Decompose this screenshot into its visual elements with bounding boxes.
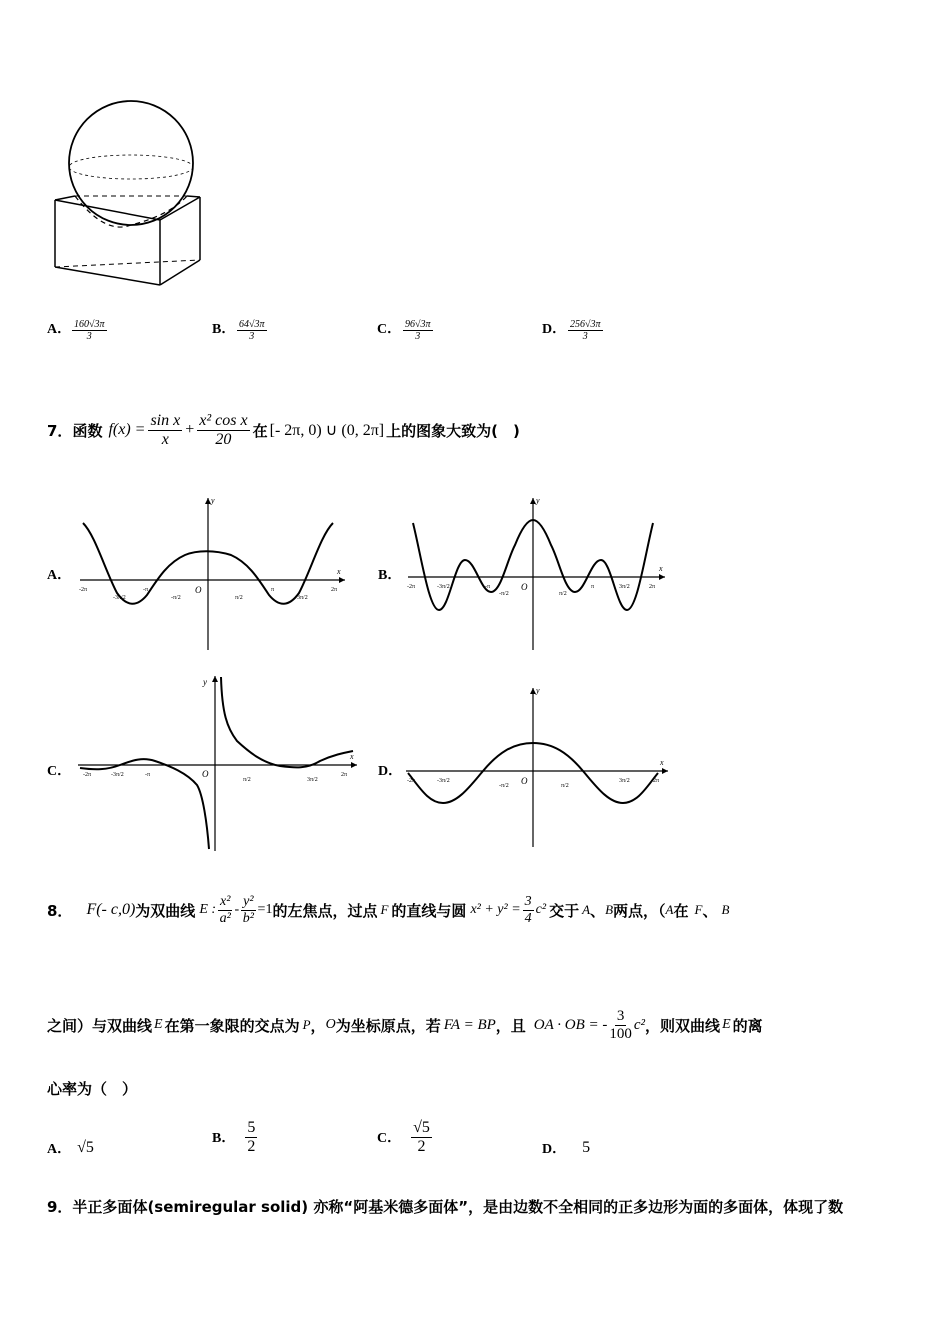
svg-text:O: O: [521, 776, 528, 786]
q8-line1: 8． F(- c,0) 为双曲线 E : $\frac{\text{x²}}{\text{a²}}$ - $\frac{\text{y²}}{\text{b²}}$ =1 的左焦点，过点 F 的直线与圆 x² + y² = $\frac{3}{4}$ c² 交于 A 、 B 两点，（ A 在 F 、 B: [47, 894, 730, 926]
svg-text:3π/2: 3π/2: [619, 778, 630, 784]
dot-product: OA · OB = -: [533, 1016, 608, 1033]
q8-option-c[interactable]: C． $\frac{√5}{2}$: [377, 1118, 430, 1155]
question-number: 8．: [47, 901, 73, 920]
function-lhs: f(x) =: [108, 421, 146, 438]
svg-text:y: y: [536, 686, 540, 695]
option-label: A．: [47, 322, 72, 337]
svg-text:2π: 2π: [653, 778, 660, 784]
sphere-prism-figure: [45, 95, 215, 295]
svg-text:π: π: [591, 584, 595, 590]
q6-option-c-value: $\frac{96√3\pi}{3}$: [405, 319, 431, 342]
q8-option-b[interactable]: B． $\frac{5}{2}$: [212, 1118, 256, 1155]
graph-label-d[interactable]: D．: [378, 764, 403, 779]
svg-text:O: O: [202, 769, 209, 779]
svg-text:y: y: [211, 496, 215, 505]
q6-option-b-value: $\frac{64√3\pi}{3}$: [239, 319, 265, 342]
svg-text:-π/2: -π/2: [171, 595, 181, 601]
svg-text:x: x: [337, 567, 341, 576]
svg-text:3π/2: 3π/2: [297, 595, 308, 601]
svg-text:O: O: [521, 582, 528, 592]
q6-option-c[interactable]: [377, 318, 401, 338]
svg-text:-π/2: -π/2: [499, 783, 509, 789]
graph-a[interactable]: [75, 495, 350, 655]
svg-text:π/2: π/2: [561, 783, 569, 789]
q6-option-b[interactable]: [212, 318, 235, 338]
q7-stem: 7． 函数 f(x) = $\frac{\text{sin x}}{x}$ + $\frac{\text{x² cos x}}{20}$ 在 [- 2π, 0) ∪ (0, 2π] 上的图象大致为( ): [47, 411, 520, 448]
option-label: D．: [542, 322, 567, 337]
interval: [- 2π, 0) ∪ (0, 2π]: [269, 422, 385, 439]
option-label: B．: [212, 322, 236, 337]
svg-text:π/2: π/2: [235, 595, 243, 601]
fraction-sinx-over-x: $\frac{\text{sin x}}{x}$: [150, 411, 181, 448]
svg-text:-π: -π: [145, 772, 151, 778]
svg-text:2π: 2π: [331, 587, 338, 593]
svg-text:x: x: [659, 564, 663, 573]
svg-text:-2π: -2π: [407, 584, 416, 590]
svg-text:-3π/2: -3π/2: [437, 778, 450, 784]
q6-option-d[interactable]: [542, 318, 566, 338]
svg-text:-3π/2: -3π/2: [437, 584, 450, 590]
svg-text:-3π/2: -3π/2: [111, 772, 124, 778]
svg-text:π/2: π/2: [559, 591, 567, 597]
svg-text:-π: -π: [485, 584, 491, 590]
svg-text:3π/2: 3π/2: [619, 584, 630, 590]
q8-line3: 心率为（ ）: [47, 1080, 138, 1098]
q8-option-d[interactable]: D． 5: [542, 1139, 591, 1157]
graph-c[interactable]: [75, 673, 360, 853]
graph-label-a[interactable]: A．: [47, 568, 72, 583]
q9-stem: 9．半正多面体(semiregular solid) 亦称“阿基米德多面体”，是由边数不全相同的正多边形为面的多面体，体现了数: [47, 1198, 844, 1216]
focus-point: F(- c,0): [86, 901, 136, 918]
q6-option-a-value: $\frac{160√3\pi}{3}$: [74, 319, 105, 342]
graph-b[interactable]: [403, 495, 668, 655]
graph-d[interactable]: [403, 685, 671, 850]
svg-text:-π: -π: [143, 587, 149, 593]
svg-text:2π: 2π: [341, 772, 348, 778]
svg-text:π: π: [271, 587, 275, 593]
svg-text:-3π/2: -3π/2: [113, 595, 126, 601]
svg-text:π/2: π/2: [243, 777, 251, 783]
svg-text:x: x: [350, 752, 354, 761]
graph-label-b[interactable]: B．: [378, 568, 402, 583]
svg-text:y: y: [203, 677, 207, 687]
svg-text:2π: 2π: [649, 584, 656, 590]
q8-option-a[interactable]: A． √5: [47, 1139, 94, 1157]
svg-text:-2π: -2π: [79, 587, 88, 593]
svg-text:y: y: [536, 496, 540, 505]
q6-option-d-value: $\frac{256√3\pi}{3}$: [570, 319, 601, 342]
option-label: C．: [377, 322, 402, 337]
q8-line2: 之间）与双曲线 E 在第一象限的交点为 P ， O 为坐标原点，若 FA = BP ，且 OA · OB = - $\frac{3}{100}$ c² ，则双曲线 E 的离: [47, 1008, 763, 1042]
fraction-x2cosx-over-20: $\frac{\text{x² cos x}}{20}$: [199, 411, 248, 448]
svg-text:-2π: -2π: [83, 772, 92, 778]
svg-text:-π/2: -π/2: [499, 591, 509, 597]
svg-text:O: O: [195, 585, 202, 595]
svg-text:-2π: -2π: [407, 778, 416, 784]
svg-text:3π/2: 3π/2: [307, 777, 318, 783]
condition-fa-bp: FA = BP: [443, 1016, 496, 1033]
graph-label-c[interactable]: C．: [47, 764, 72, 779]
svg-text:x: x: [660, 758, 664, 767]
q6-option-a[interactable]: [47, 318, 71, 338]
question-number: 7．: [47, 421, 73, 440]
